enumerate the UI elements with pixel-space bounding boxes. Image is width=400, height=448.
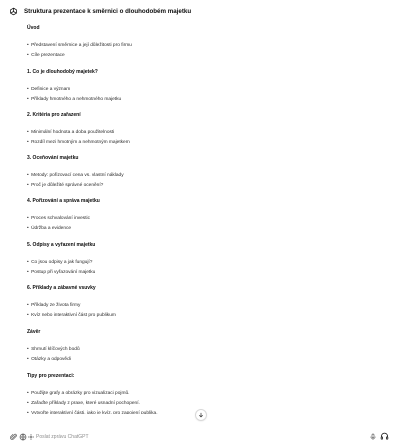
tools-icon[interactable] [26,432,35,441]
list-item-text: Metody: pořizovací cena vs. vlastní náklady [31,173,124,178]
section-heading: Závěr [27,329,41,335]
voice-mode-icon[interactable] [380,432,389,441]
bullet-marker: • [27,53,32,58]
bullet-marker: • [27,401,32,406]
section-heading: 1. Co je dlouhodobý majetek? [27,69,98,75]
bullet-marker: • [27,216,32,221]
chatgpt-logo-icon [9,7,18,16]
paperclip-icon[interactable] [9,432,18,441]
list-item [27,97,121,102]
message-input[interactable] [36,431,366,442]
bullet-marker: • [27,97,32,102]
list-item [27,226,71,231]
bullet-marker: • [27,347,32,352]
list-item-text: Otázky a odpovědi [31,357,71,362]
section-heading: 4. Pořizování a správa majetku [27,198,100,204]
bullet-marker: • [27,173,32,178]
list-item [27,401,140,406]
list-item [27,313,116,318]
section-heading: 3. Oceňování majetku [27,155,79,161]
list-item-text: Příklady ze života firmy [31,303,81,308]
list-item [27,391,129,396]
scroll-to-bottom-button[interactable] [195,409,207,421]
bullet-marker: • [27,183,32,188]
list-item [27,140,130,145]
bullet-marker: • [27,130,32,135]
list-item [27,216,90,221]
section-heading: Tipy pro prezentaci: [27,373,75,379]
section-heading: 5. Odpisy a vyřazení majetku [27,242,96,248]
conversation-title: Struktura prezentace k směrnici o dlouhodobém majetku [24,7,192,15]
bullet-marker: • [27,260,32,265]
list-item [27,130,114,135]
list-item [27,411,158,414]
list-item-text: Údržba a evidence [31,226,72,231]
microphone-icon[interactable] [368,432,377,441]
list-item-text: Postup při vyřazování majetku [31,270,96,275]
list-item [27,357,71,362]
list-item-text: Vytvořte interaktivní části, jako je kvíz, pro zapojení publika. [31,411,158,414]
bullet-marker: • [27,357,32,362]
list-item-text: Definice a význam [31,87,71,92]
list-item-text: Použijte grafy a obrázky pro vizualizaci pojmů. [31,391,130,396]
list-item-text: Představení směrnice a její důležitosti pro firmu [31,43,132,48]
list-item [27,347,80,352]
arrow-down-icon [198,412,204,418]
list-item [27,260,92,265]
list-item-text: Proč je důležité správné ocenění? [31,183,104,188]
bullet-marker: • [27,87,32,92]
list-item-text: Kvíz nebo interaktivní část pro publikum [31,313,116,318]
message-area[interactable] [0,22,400,414]
list-item-text: Rozdíl mezi hmotným a nehmotným majetkem [31,140,130,145]
list-item [27,43,132,48]
bullet-marker: • [27,270,32,275]
bullet-marker: • [27,411,32,414]
list-item [27,270,95,275]
list-item [27,183,103,188]
list-item-text: Cíle prezentace [31,53,65,58]
list-item [27,173,124,178]
list-item-text: Zařaďte příklady z praxe, které usnadní pochopení. [31,401,140,406]
bullet-marker: • [27,43,32,48]
bullet-marker: • [27,313,32,318]
list-item [27,53,65,58]
list-item-text: Minimální hodnota a doba použitelnosti [31,130,115,135]
message-composer [0,426,400,448]
list-item-text: Co jsou odpisy a jak fungují? [31,260,93,265]
bullet-marker: • [27,303,32,308]
conversation-header [0,0,400,22]
list-item-text: Proces schvalování investic [31,216,90,221]
list-item-text: Příklady hmotného a nehmotného majetku [31,97,122,102]
bullet-marker: • [27,140,32,145]
section-heading: 6. Příklady a zábavné vsuvky [27,285,96,291]
bullet-marker: • [27,226,32,231]
list-item [27,303,80,308]
section-heading: Úvod [27,25,40,31]
list-item-text: Shrnutí klíčových bodů [31,347,80,352]
section-heading: 2. Kritéria pro zařazení [27,112,81,118]
list-item [27,87,70,92]
bullet-marker: • [27,391,32,396]
